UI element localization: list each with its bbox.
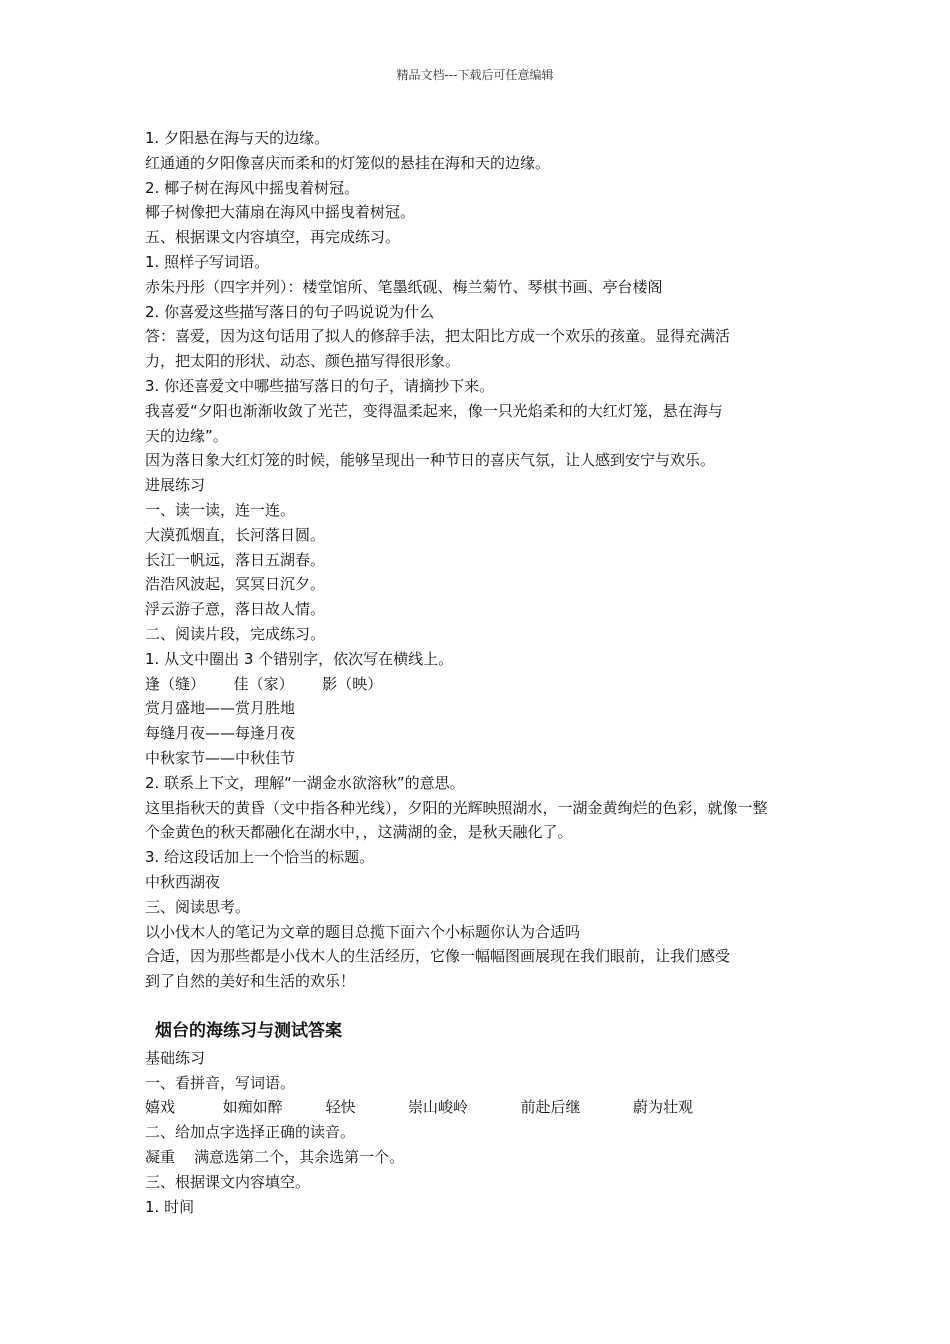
text-line: 浮云游子意，落日故人情。 [145,600,326,619]
text-line: 2. 联系上下文，理解“一湖金水欲溶秋”的意思。 [145,773,465,792]
text-line: 因为落日象大红灯笼的时候，能够呈现出一种节日的喜庆气氛，让人感到安宁与欢乐。 [145,451,716,470]
answer-section-yantai [145,1046,810,1220]
text-line: 一、看拼音，写词语。 [145,1073,296,1092]
answer-section [145,126,810,994]
text-line: 逢（缝） 佳（家） 影（映） [145,674,383,693]
page-header: 精品文档---下载后可任意编辑 [396,68,554,82]
text-line: 中秋家节——中秋佳节 [145,748,296,767]
text-line: 红通通的夕阳像喜庆而柔和的灯笼似的悬挂在海和天的边缘。 [145,153,551,172]
text-line: 1. 夕阳悬在海与天的边缘。 [145,129,330,147]
text-line: 个金黄色的秋天都融化在湖水中，，这满湖的金，是秋天融化了。 [145,823,573,842]
text-line: 2. 你喜爱这些描写落日的句子吗说说为什么 [145,302,435,321]
text-line: 3. 给这段话加上一个恰当的标题。 [145,848,375,867]
section-title: 烟台的海练习与测试答案 [155,1020,342,1041]
text-line: 三、根据课文内容填空。 [145,1172,311,1191]
text-line: 中秋西湖夜 [145,872,221,891]
text-line: 浩浩风波起，冥冥日沉夕。 [145,575,326,594]
text-line: 我喜爱“夕阳也渐渐收敛了光芒，变得温柔起来，像一只光焰柔和的大红灯笼，悬在海与 [145,401,723,420]
text-line: 凝重 满意选第二个，其余选第一个。 [145,1148,405,1167]
text-line: 以小伐木人的笔记为文章的题目总揽下面六个小标题你认为合适吗 [145,922,581,941]
text-line: 1. 照样子写词语。 [145,252,270,271]
text-line: 3. 你还喜爱文中哪些描写落日的句子，请摘抄下来。 [145,376,495,395]
text-line: 1. 时间 [145,1197,195,1216]
text-line: 力，把太阳的形状、动态、颜色描写得很形象。 [145,352,461,371]
text-line: 这里指秋天的黄昏（文中指各种光线），夕阳的光辉映照湖水，一湖金黄绚烂的色彩，就像一整 [145,798,768,817]
text-line: 答：喜爱，因为这句话用了拟人的修辞手法，把太阳比方成一个欢乐的孩童。显得充满活 [145,327,731,346]
text-line: 赤朱丹彤（四字并列）：楼堂馆所、笔墨纸砚、梅兰菊竹、琴棋书画、亭台楼阁 [145,277,663,296]
text-line: 三、阅读思考。 [145,897,251,916]
text-line: 到了自然的美好和生活的欢乐！ [145,972,356,991]
text-line: 进展练习 [145,476,206,495]
text-line: 大漠孤烟直，长河落日圆。 [145,525,326,544]
text-line: 二、阅读片段，完成练习。 [145,624,326,643]
text-line: 一、读一读，连一连。 [145,500,296,519]
text-line: 每缝月夜——每逢月夜 [145,724,296,743]
text-line: 二、给加点字选择正确的读音。 [145,1123,356,1142]
text-line: 椰子树像把大蒲扇在海风中摇曳着树冠。 [145,203,416,222]
text-line: 天的边缘”。 [145,426,228,445]
text-line: 五、根据课文内容填空，再完成练习。 [145,228,401,247]
text-line: 1. 从文中圈出 3 个错别字，依次写在横线上。 [145,649,454,668]
document-body [145,126,810,1219]
text-line: 合适，因为那些都是小伐木人的生活经历，它像一幅幅图画展现在我们眼前，让我们感受 [145,947,731,966]
text-line: 基础练习 [145,1048,206,1067]
text-line: 赏月盛地——赏月胜地 [145,699,296,718]
text-line: 2. 椰子树在海风中摇曳着树冠。 [145,178,360,197]
text-line: 嬉戏 如痴如醉 轻快 崇山峻岭 前赴后继 蔚为壮观 [145,1098,693,1117]
section-gap [145,994,810,1016]
text-line: 长江一帆远，落日五湖春。 [145,550,326,569]
